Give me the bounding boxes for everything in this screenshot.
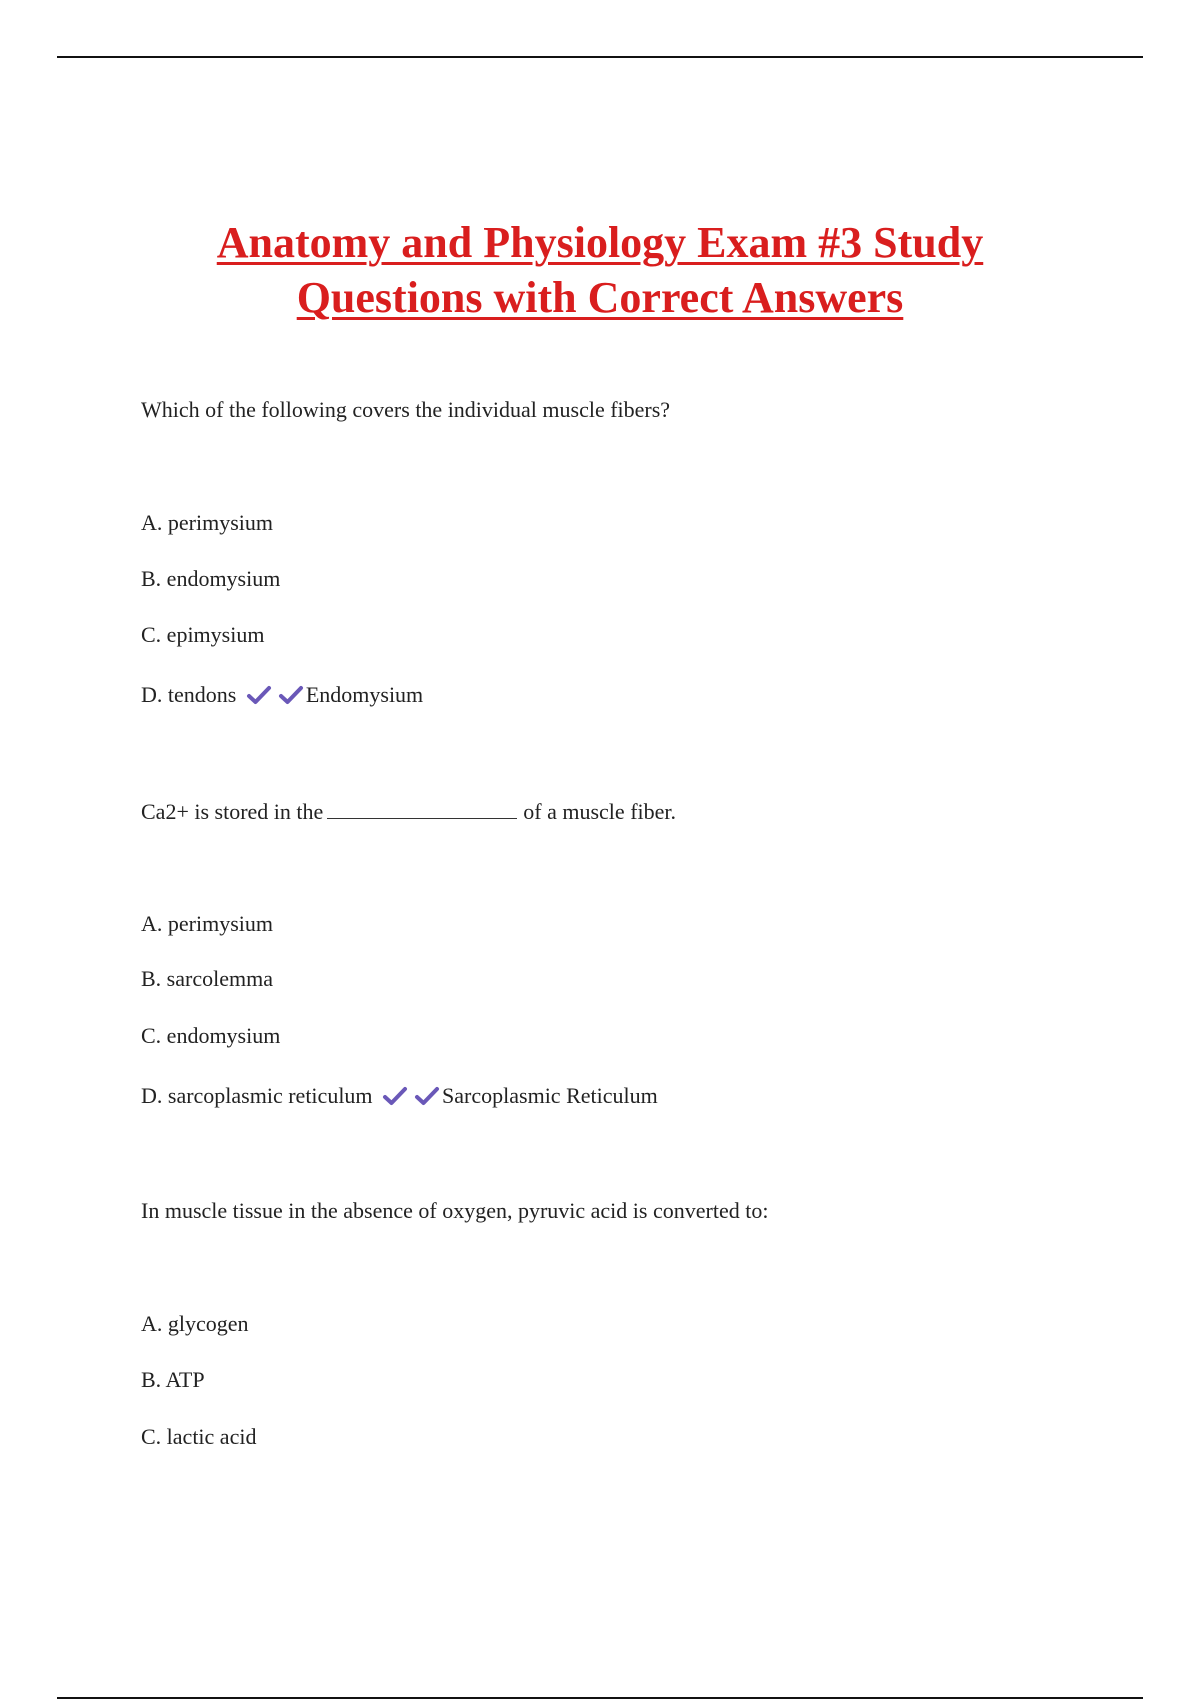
fill-in-blank xyxy=(327,796,517,819)
question-2-option-b: B. sarcolemma xyxy=(141,966,273,991)
question-3-prompt: In muscle tissue in the absence of oxygen, pyruvic acid is converted to: xyxy=(141,1198,769,1223)
question-2-prompt-before: Ca2+ is stored in the xyxy=(141,799,324,824)
question-1-option-a: A. perimysium xyxy=(141,510,273,535)
question-1-option-c: C. epimysium xyxy=(141,622,265,647)
check-icon xyxy=(414,1085,440,1107)
title-line-1: Anatomy and Physiology Exam #3 Study xyxy=(216,218,984,267)
title-line-2: Questions with Correct Answers xyxy=(296,273,904,322)
document-title xyxy=(0,215,1200,325)
question-2-prompt-after: of a muscle fiber. xyxy=(523,799,677,824)
question-2-option-d: D. sarcoplasmic reticulum xyxy=(141,1083,373,1108)
top-rule xyxy=(57,56,1143,58)
question-2-option-d-row xyxy=(141,1081,658,1111)
question-3-option-a: A. glycogen xyxy=(141,1311,249,1336)
question-1-option-d: D. tendons xyxy=(141,682,237,707)
question-2-prompt xyxy=(141,796,676,827)
check-icon xyxy=(382,1085,408,1107)
question-3-option-c: C. lactic acid xyxy=(141,1424,257,1449)
question-2-option-c: C. endomysium xyxy=(141,1023,281,1048)
check-icon xyxy=(278,684,304,706)
question-1-answer: Endomysium xyxy=(305,682,424,707)
question-2-option-a: A. perimysium xyxy=(141,911,273,936)
question-1-option-d-row xyxy=(141,680,423,710)
question-3-option-b: B. ATP xyxy=(141,1367,205,1392)
bottom-rule xyxy=(57,1697,1143,1699)
question-2-answer: Sarcoplasmic Reticulum xyxy=(442,1083,658,1108)
question-1-prompt: Which of the following covers the individual muscle fibers? xyxy=(141,397,671,422)
check-icon xyxy=(246,684,272,706)
question-1-option-b: B. endomysium xyxy=(141,566,281,591)
